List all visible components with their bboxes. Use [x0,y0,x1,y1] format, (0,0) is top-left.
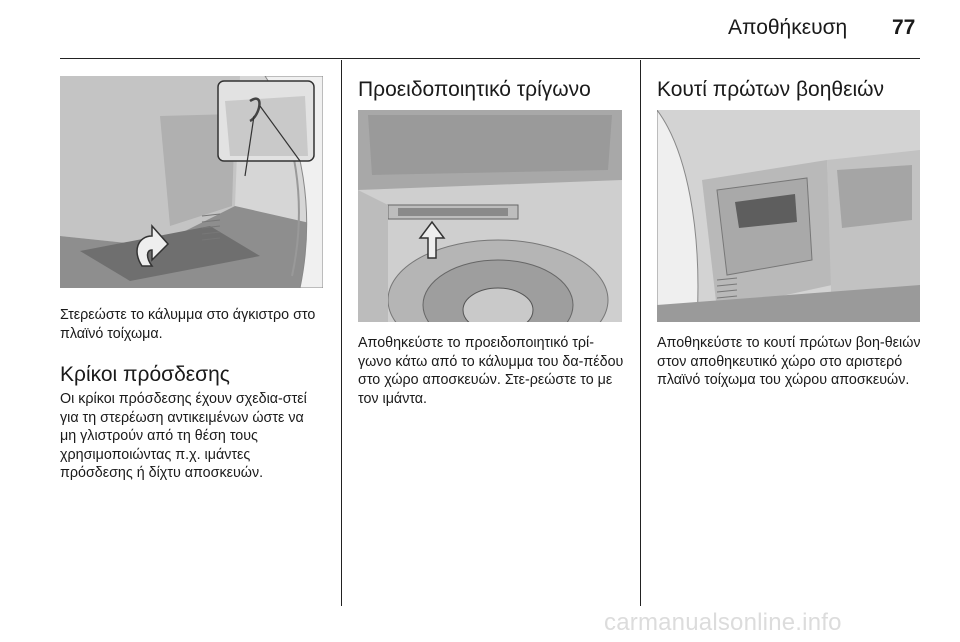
warning-triangle-heading: Προειδοποιητικό τρίγωνο [358,78,591,101]
tie-down-rings-heading: Κρίκοι πρόσδεσης [60,363,230,386]
first-aid-kit-figure [657,110,920,322]
header-rule [60,58,920,59]
column-divider-2 [640,60,641,606]
page-header-title: Αποθήκευση [728,16,848,39]
first-aid-kit-caption: Αποθηκεύστε το κουτί πρώτων βοη-θειών στον αποθηκευτικό χώρο στο αριστερό πλαϊνό τοίχωμα του χώρου αποσκευών. [657,335,921,388]
column-divider-1 [341,60,342,606]
first-aid-kit-heading: Κουτί πρώτων βοηθειών [657,78,885,101]
tie-down-rings-body: Οι κρίκοι πρόσδεσης έχουν σχεδια-στεί για τη στερέωση αντικειμένων ώστε να μη γλιστρούν από τη θέση τους χρησιμοποιώντας π.χ. ιμάντες πρόσδεσης ή δίχτυ αποσκευών. [60,391,307,481]
cargo-cover-caption: Στερεώστε το κάλυμμα στο άγκιστρο στο πλαϊνό τοίχωμα. [60,307,316,342]
warning-triangle-caption: Αποθηκεύστε το προειδοποιητικό τρί-γωνο κάτω από το κάλυμμα του δα-πέδου στο χώρο αποσκευών. Στε-ρεώστε το με τον ιμάντα. [358,335,624,407]
cargo-cover-figure [60,76,323,288]
page-number: 77 [892,16,916,39]
watermark: carmanualsonline.info [604,609,842,636]
warning-triangle-figure [358,110,622,322]
